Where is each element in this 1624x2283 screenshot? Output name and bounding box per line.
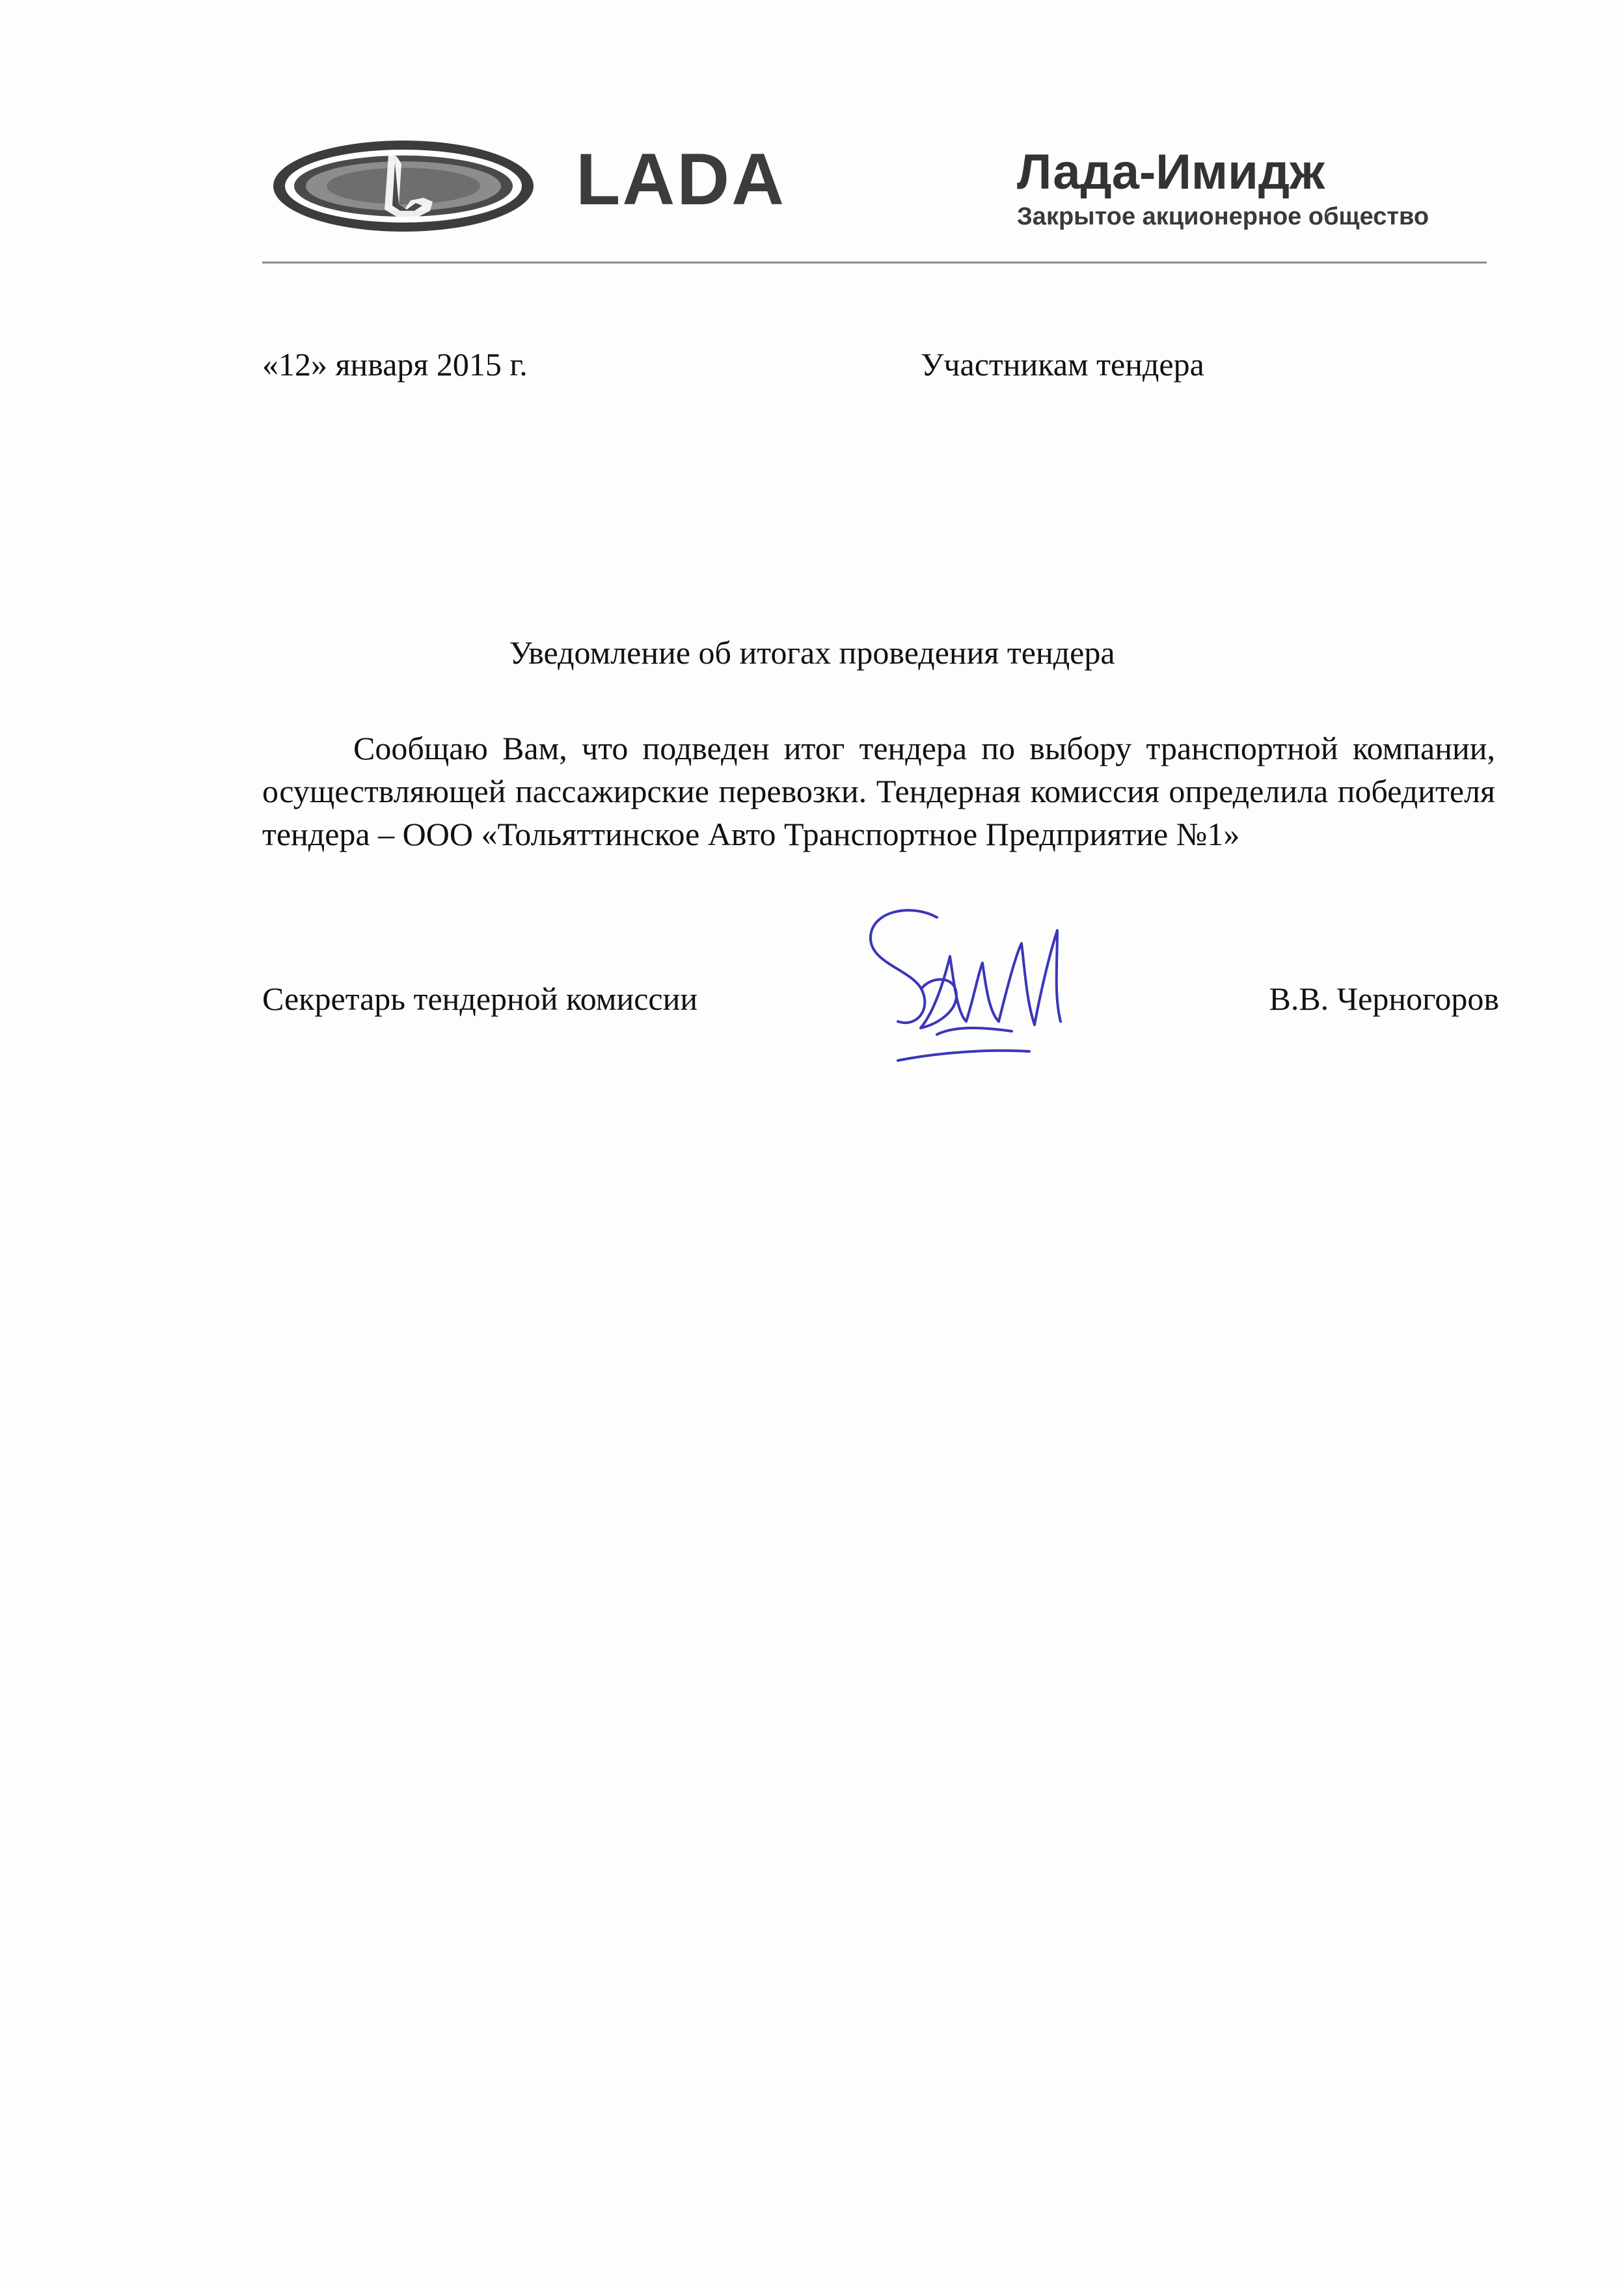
header-divider: [262, 262, 1487, 263]
company-type: Закрытое акционерное общество: [1017, 203, 1429, 230]
letter-subject: Уведомление об итогах проведения тендера: [509, 634, 1115, 671]
lada-logo-icon: [270, 138, 537, 234]
addressee: Участникам тендера: [921, 346, 1204, 383]
letter-date: «12» января 2015 г.: [262, 346, 528, 383]
company-name: Лада-Имидж: [1017, 144, 1325, 200]
logo-wordmark: LADA: [576, 139, 787, 220]
signatory-title: Секретарь тендерной комиссии: [262, 980, 698, 1017]
body-paragraph: Сообщаю Вам, что подведен итог тендера по выбору транспортной компании, осуществляющей пассажирские перевозки. Тендерная комиссия определила победителя тендера – ООО «Тольяттинское Авто Транспортное Предприятие №1»: [262, 730, 1495, 852]
signatory-name: В.В. Черногоров: [1269, 980, 1499, 1017]
handwritten-signature: [859, 898, 1080, 1074]
